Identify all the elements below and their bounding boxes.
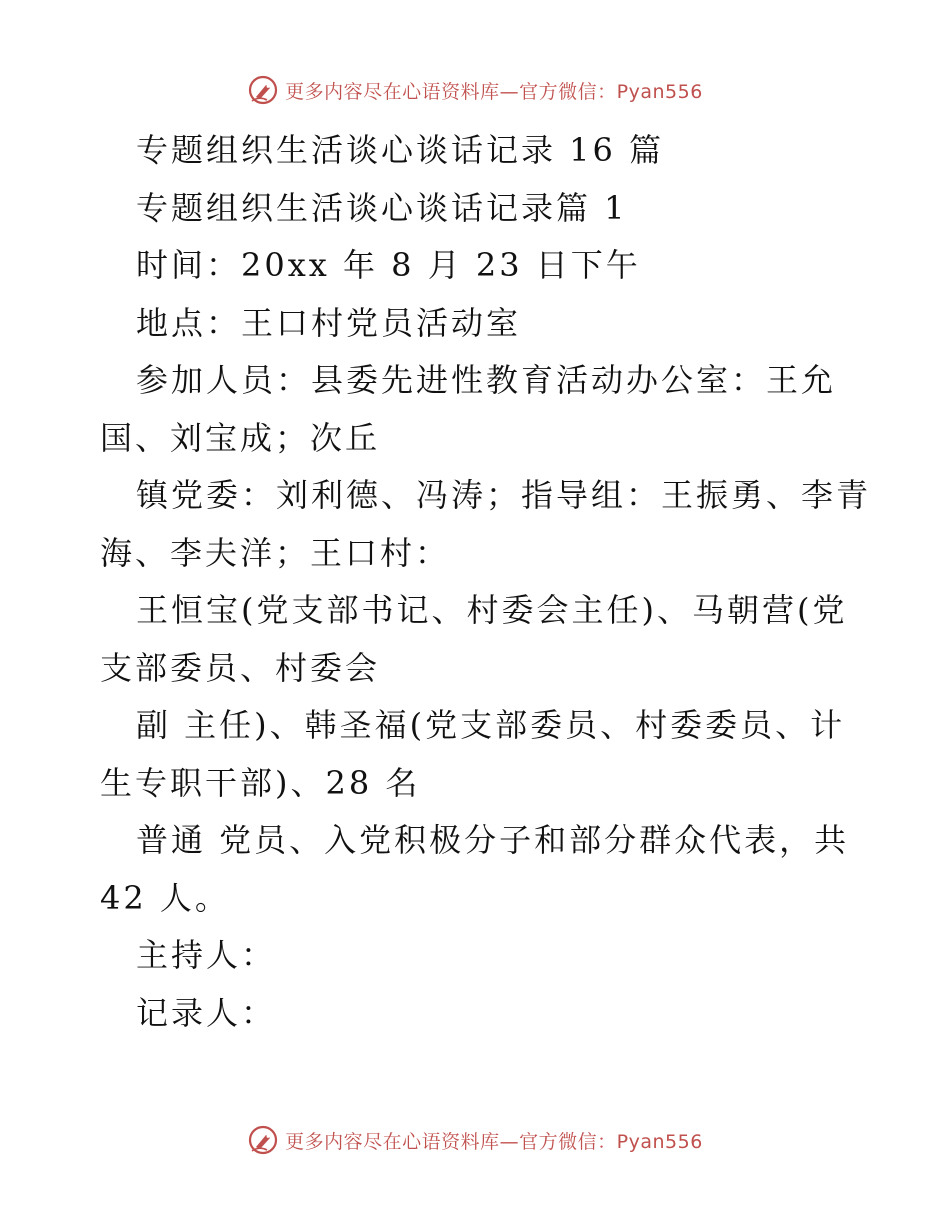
header-banner [0,70,950,110]
attendees-line: 王恒宝(党支部书记、村委会主任)、马朝营(党 [136,591,848,629]
attendees-line-continued: 生专职干部)、28 名 [100,763,421,802]
meeting-time: 时间：20xx 年 8 月 23 日下午 [136,246,641,284]
attendees-line: 镇党委：刘利德、冯涛；指导组：王振勇、李青 [136,476,872,514]
attendees-line-continued: 42 人。 [100,878,230,917]
pen-nib-circle-icon [247,74,279,106]
attendees-line: 参加人员：县委先进性教育活动办公室：王允 [136,361,837,399]
pen-nib-circle-icon [247,1124,279,1156]
attendees-line-continued: 支部委员、村委会 [100,648,381,687]
document-title: 专题组织生活谈心谈话记录 16 篇 [136,131,665,169]
attendees-line-continued: 海、李夫洋；王口村： [100,533,451,572]
attendees-line: 副 主任)、韩圣福(党支部委员、村委委员、计 [136,706,846,744]
header-banner-text: 更多内容尽在心语资料库—官方微信：Pyan556 [285,80,703,103]
meeting-location: 地点：王口村党员活动室 [136,303,522,342]
host-field: 主持人： [136,936,277,974]
attendees-line: 普通 党员、入党积极分子和部分群众代表，共 [136,821,850,859]
footer-banner-text: 更多内容尽在心语资料库—官方微信：Pyan556 [285,1130,703,1153]
recorder-field: 记录人： [136,993,277,1032]
footer-banner [0,1120,950,1160]
section-heading: 专题组织生活谈心谈话记录篇 1 [136,188,628,227]
document-body [100,122,872,1042]
attendees-line-continued: 国、刘宝成；次丘 [100,418,381,457]
